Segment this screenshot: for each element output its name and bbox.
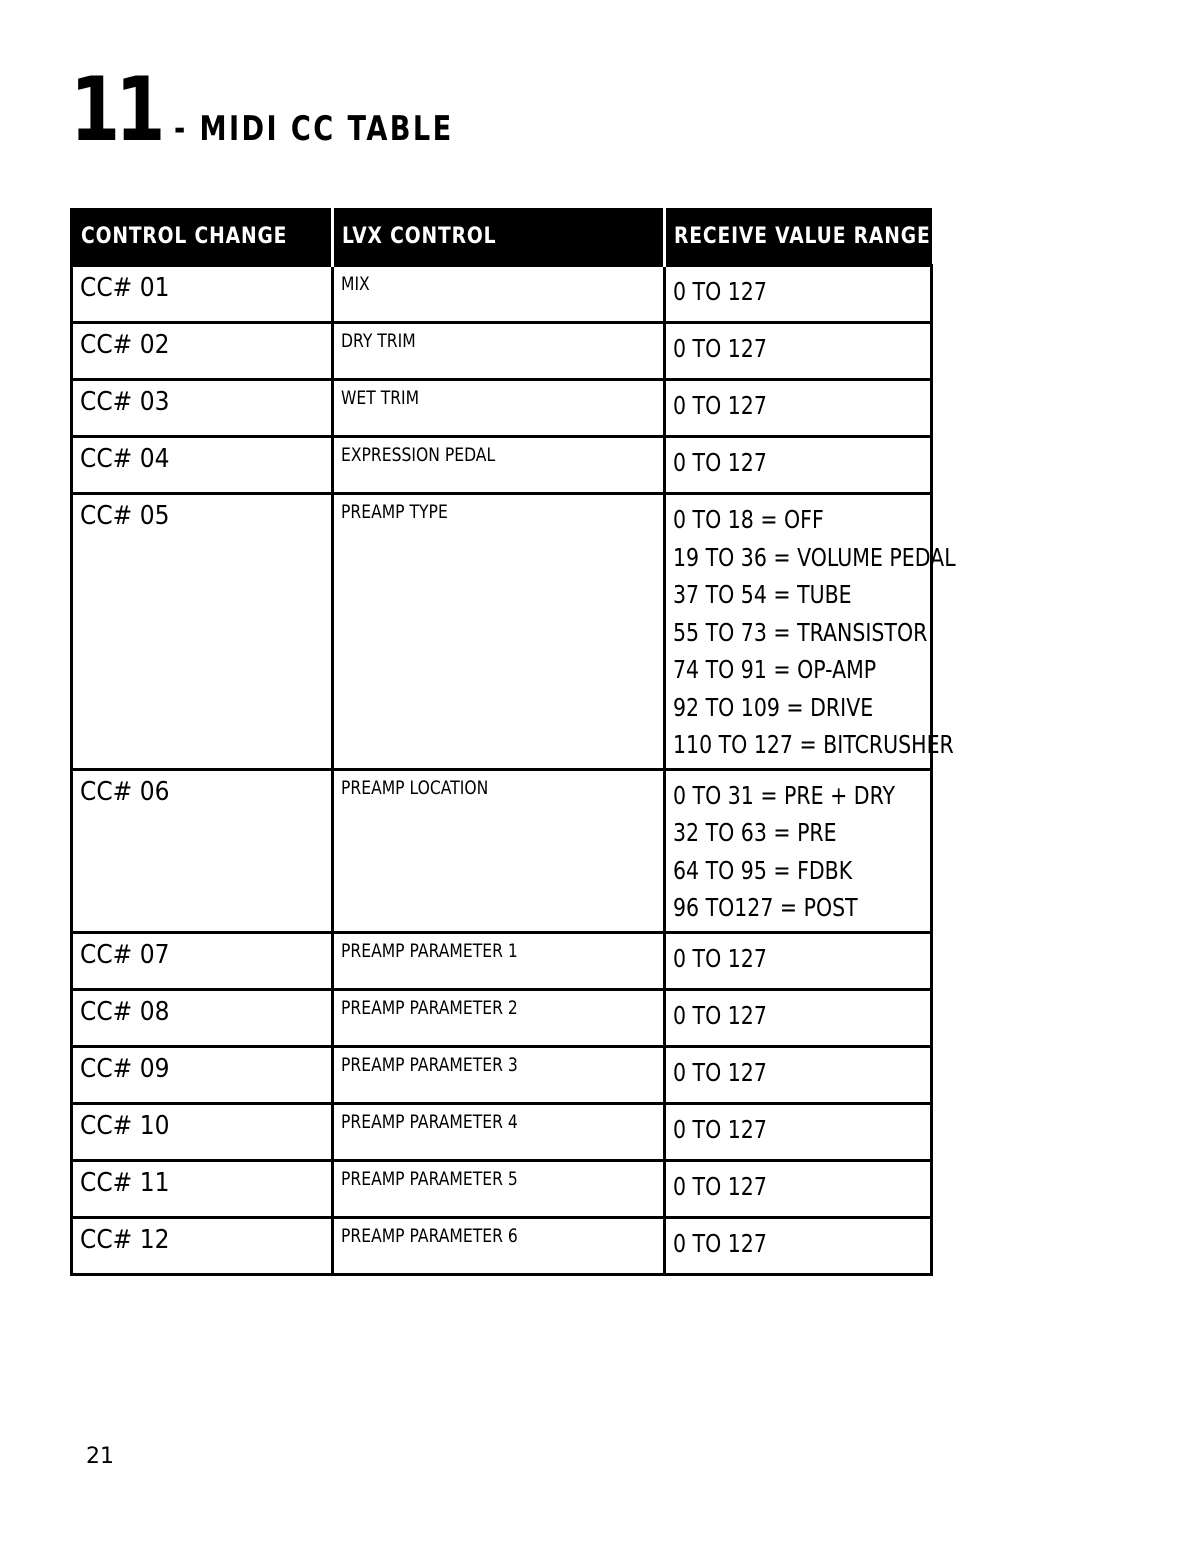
- lvx-control-cell: PREAMP PARAMETER 3: [333, 1046, 665, 1103]
- range-line: 0 TO 18 = OFF: [673, 505, 824, 534]
- lvx-control-cell: DRY TRIM: [333, 323, 665, 380]
- header-receive-value-range: RECEIVE VALUE RANGE: [665, 208, 932, 266]
- table-row: [72, 323, 932, 380]
- range-line: 0 TO 127: [673, 1057, 767, 1087]
- table-row: [72, 380, 932, 437]
- lvx-control-cell: EXPRESSION PEDAL: [333, 437, 665, 494]
- range-line: 0 TO 127: [673, 943, 767, 973]
- range-line: 0 TO 127: [673, 277, 767, 306]
- table-row: [72, 494, 932, 770]
- range-line: 64 TO 95 = FDBK: [673, 855, 853, 885]
- header-control-change: CONTROL CHANGE: [72, 208, 333, 266]
- table-row: [72, 769, 932, 932]
- value-range-cell: [665, 380, 932, 437]
- value-range-cell: [665, 932, 932, 989]
- chapter-number: 11: [70, 58, 161, 161]
- header-lvx-control: LVX CONTROL: [333, 208, 665, 266]
- cc-number-cell: CC# 03: [72, 380, 333, 437]
- value-range-cell: [665, 989, 932, 1046]
- range-line: 0 TO 127: [673, 448, 767, 477]
- range-line: 37 TO 54 = TUBE: [673, 580, 852, 609]
- table-row: [72, 266, 932, 323]
- lvx-control-cell: PREAMP PARAMETER 6: [333, 1217, 665, 1274]
- value-range-cell: [665, 323, 932, 380]
- lvx-control-cell: PREAMP LOCATION: [333, 769, 665, 932]
- lvx-control-cell: WET TRIM: [333, 380, 665, 437]
- range-line: 55 TO 73 = TRANSISTOR: [673, 617, 928, 647]
- table-row: [72, 1217, 932, 1274]
- lvx-control-cell: PREAMP PARAMETER 1: [333, 932, 665, 989]
- value-range-cell: [665, 494, 956, 770]
- value-range-cell: [665, 769, 932, 932]
- table-row: [72, 1103, 932, 1160]
- lvx-control-cell: PREAMP PARAMETER 5: [333, 1160, 665, 1217]
- cc-number-cell: CC# 08: [72, 989, 333, 1046]
- table-body: [72, 266, 956, 1275]
- range-line: 0 TO 31 = PRE + DRY: [673, 780, 896, 810]
- lvx-control-cell: PREAMP TYPE: [333, 494, 665, 770]
- value-range-cell: [665, 437, 932, 494]
- range-line: 96 TO127 = POST: [673, 893, 858, 922]
- range-line: 32 TO 63 = PRE: [673, 818, 837, 847]
- lvx-control-cell: PREAMP PARAMETER 4: [333, 1103, 665, 1160]
- cc-number-cell: CC# 09: [72, 1046, 333, 1103]
- range-line: 92 TO 109 = DRIVE: [673, 692, 874, 722]
- lvx-control-cell: MIX: [333, 266, 665, 323]
- value-range-cell: [665, 1160, 932, 1217]
- page-title: - MIDI CC TABLE: [174, 109, 455, 149]
- table-row: [72, 932, 932, 989]
- range-line: 0 TO 127: [673, 334, 767, 363]
- range-line: 0 TO 127: [673, 1228, 767, 1258]
- cc-number-cell: CC# 06: [72, 769, 333, 932]
- range-line: 74 TO 91 = OP-AMP: [673, 655, 877, 684]
- cc-number-cell: CC# 02: [72, 323, 333, 380]
- cc-number-cell: CC# 05: [72, 494, 333, 770]
- value-range-cell: [665, 1217, 932, 1274]
- range-line: 0 TO 127: [673, 391, 767, 420]
- table-row: [72, 437, 932, 494]
- cc-number-cell: CC# 12: [72, 1217, 333, 1274]
- range-line: 0 TO 127: [673, 1171, 767, 1201]
- cc-number-cell: CC# 10: [72, 1103, 333, 1160]
- value-range-cell: [665, 1103, 932, 1160]
- table-header-row: [72, 208, 932, 266]
- cc-number-cell: CC# 01: [72, 266, 333, 323]
- range-line: 0 TO 127: [673, 1114, 767, 1144]
- value-range-cell: [665, 1046, 932, 1103]
- page-number: 21: [86, 1444, 114, 1469]
- value-range-cell: [665, 266, 932, 323]
- page-heading: [70, 58, 524, 161]
- table-row: [72, 989, 932, 1046]
- range-line: 110 TO 127 = BITCRUSHER: [673, 730, 954, 759]
- table-row: [72, 1160, 932, 1217]
- range-line: 0 TO 127: [673, 1000, 767, 1030]
- table-row: [72, 1046, 932, 1103]
- cc-number-cell: CC# 07: [72, 932, 333, 989]
- cc-number-cell: CC# 04: [72, 437, 333, 494]
- midi-cc-table: [70, 208, 956, 1276]
- lvx-control-cell: PREAMP PARAMETER 2: [333, 989, 665, 1046]
- cc-number-cell: CC# 11: [72, 1160, 333, 1217]
- range-line: 19 TO 36 = VOLUME PEDAL: [673, 542, 956, 572]
